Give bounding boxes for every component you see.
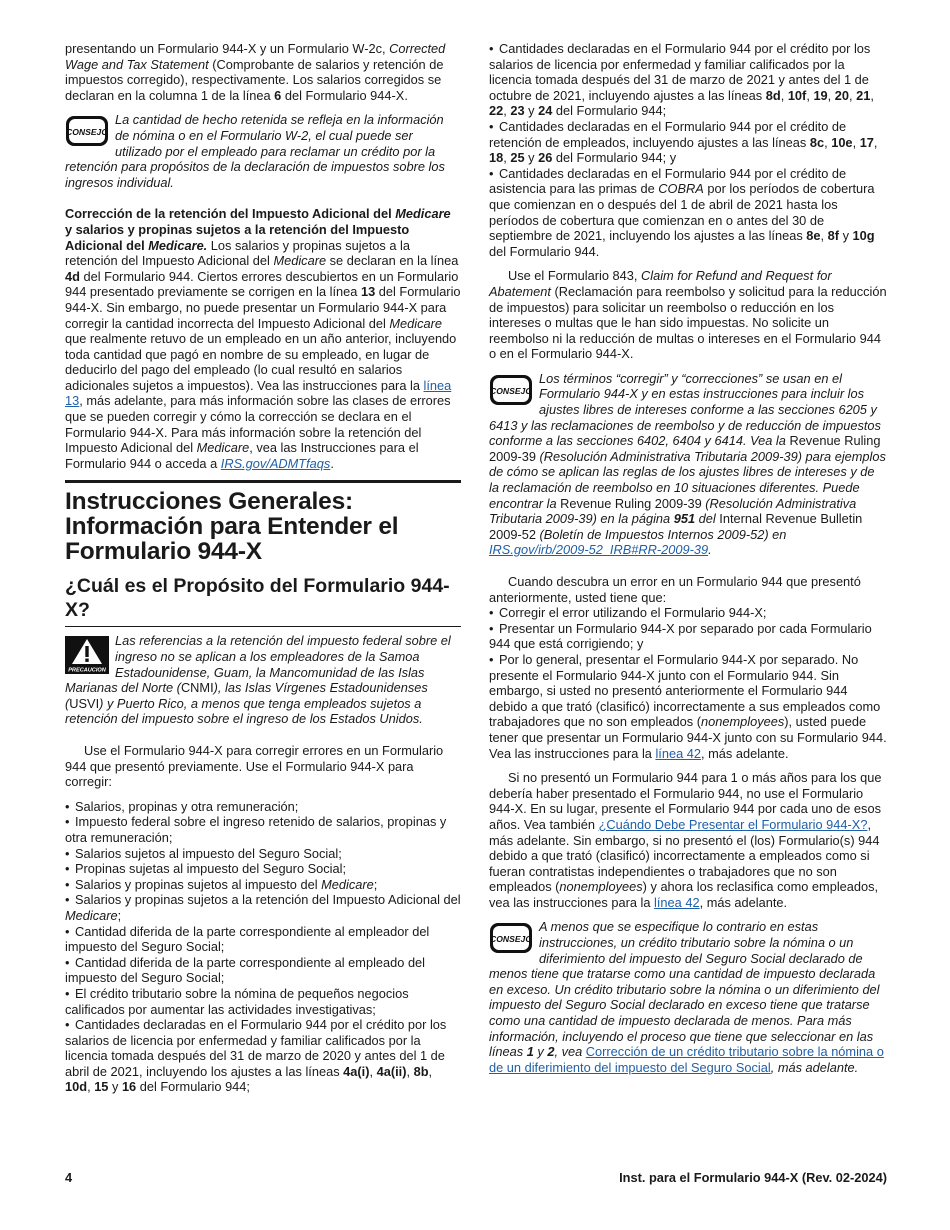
list-item: • Cantidades declaradas en el Formulario 944 por el crédito de asistencia para las primas de COBRA por los períodos de cobertura que comienzan en o después del 1 de abril de 2021 hasta los períodos de cobertura que comienzan en o antes del 30 de septiembre de 2021, incluyendo los ajustes a las líneas 8e, 8f y 10g del Formulario 944. — [489, 166, 887, 260]
list-item: • Cantidades declaradas en el Formulario 944 por el crédito de retención de empleados, incluyendo ajustes a las líneas 8c, 10e, 17, 18, 25 y 26 del Formulario 944; y — [489, 119, 887, 166]
tip-box-withholding: CONSEJO La cantidad de hecho retenida se refleja en la información de nómina o en el Formulario W-2, el cual puede ser utilizado por el empleado para reclamar un crédito por la retención para propósitos de la declaración de impuestos sobre los ingresos individual. — [65, 112, 445, 190]
list-item: • Impuesto federal sobre el ingreso retenido de salarios, propinas y otra remuneración; — [65, 814, 461, 845]
list-item: • Propinas sujetas al impuesto del Seguro Social; — [65, 861, 461, 877]
link-linea-42[interactable]: línea 42 — [655, 745, 701, 761]
svg-text:CONSEJO: CONSEJO — [489, 934, 533, 945]
paragraph-use-944x: Use el Formulario 944-X para corregir errores en un Formulario 944 que presentó previamente. Use el Formulario 944-X para corregir: — [65, 743, 444, 790]
subsection-heading-purpose: ¿Cuál es el Propósito del Formulario 944-X? — [65, 574, 461, 627]
paragraph-w2c: presentando un Formulario 944-X y un Formulario W-2c, Corrected Wage and Tax Statement (Comprobante de salarios y retención de impuestos corregido), respectivamente. Los salarios corregidos se declaran en la columna 1 de la línea 6 del Formulario 944-X. — [65, 41, 446, 103]
paragraph-discover-error: Cuando descubra un error en un Formulario 944 que presentó anteriormente, usted tiene que: — [489, 574, 861, 605]
error-steps-list — [489, 605, 887, 761]
list-item: • El crédito tributario sobre la nómina de pequeños negocios calificados por aumentar las actividades investigativas; — [65, 986, 461, 1017]
link-irb-2009-52[interactable]: IRS.gov/irb/2009-52_IRB#RR-2009-39 — [489, 542, 709, 558]
list-item: • Salarios y propinas sujetos a la retención del Impuesto Adicional del Medicare; — [65, 892, 461, 923]
link-linea-13[interactable]: línea 13 — [65, 377, 452, 409]
paragraph-not-filed: Si no presentó un Formulario 944 para 1 o más años para los que debería haber presentado el Formulario 944, no use el Formulario 944-X. En su lugar, presente el Formulario 944 por cada uno de esos años. Vea también ¿Cuándo Debe Presentar el Formulario 944-X?, más adelante. Sin embargo, si no presentó el (los) Formulario(s) 944 debido a que trató (clasificó) incorrectamente a empleados como si fueran contratistas independientes o trabajadores que no son empleados (nonemployees) y ahora los reclasifica como empleados, vea las instrucciones para la línea 42, más adelante. — [489, 770, 882, 910]
svg-text:CONSEJO: CONSEJO — [65, 127, 109, 138]
list-item: • Salarios, propinas y otra remuneración; — [65, 799, 461, 815]
list-item: • Por lo general, presentar el Formulario 944-X por separado. No presente el Formulario 944-X junto con el Formulario 944. Sin embargo, si usted no presentó anteriormente el Formulario 944 debido a que trató (clasificó) incorrectamente a sus empleados como trabajadores que no son empleados (nonemployees), usted puede tener que presentar un Formulario 944-X junto con su Formulario 944. Vea las instrucciones para la línea 42, más adelante. — [489, 652, 887, 761]
paragraph-form-843: Use el Formulario 843, Claim for Refund and Request for Abatement (Reclamación para reembolso y solicitud para la reducción de impuestos) para solicitar un reembolso o reducción en los intereses o multas que le han sido impuestas. No solicite un reembolso ni la reducción de multas o intereses en el Formulario 944 o en el Formulario 944-X. — [489, 268, 887, 362]
list-item: • Corregir el error utilizando el Formulario 944-X; — [489, 605, 887, 621]
section-heading-general-instructions: Instrucciones Generales: Información para Entender el Formulario 944-X — [65, 480, 461, 564]
list-item: • Cantidades declaradas en el Formulario 944 por el crédito por los salarios de licencia por enfermedad y familiar calificados por la licencia tomada después del 31 de marzo de 2020 y antes del 1 de abril de 2021, incluyendo los ajustes a las líneas 4a(i), 4a(ii), 8b, 10d, 15 y 16 del Formulario 944; — [65, 1017, 461, 1095]
list-item: • Cantidad diferida de la parte correspondiente al empleador del impuesto del Seguro Social; — [65, 924, 461, 955]
caution-box-territories: PRECAUCION Las referencias a la retención del impuesto federal sobre el ingreso no se aplican a los empleadores de la Samoa Estadounidense, Guam, la Mancomunidad de las Islas Marianas del Norte (CNMI), las Islas Vírgenes Estadounidenses (USVI) y Puerto Rico, a menos que tenga empleados sujetos a retención del impuesto sobre el ingreso de los Estados Unidos. — [65, 633, 451, 727]
tip-box-corrections-terms: CONSEJO Los términos “corregir” y “correcciones” se usan en el Formulario 944-X y en estas instrucciones para incluir los ajustes libres de intereses conforme a las secciones 6205 y 6413 y las reclamaciones de reembolso y de reducción de impuestos conforme a las secciones 6402, 6404 y 6414. Vea la Revenue Ruling 2009-39 (Resolución Administrativa Tributaria 2009-39) para ejemplos de cómo se aplican las reglas de los ajustes libres de intereses y de la reclamación de reembolso en 10 situaciones diferentes. Puede encontrar la Revenue Ruling 2009-39 (Resolución Administrativa Tributaria 2009-39) en la página 951 del Internal Revenue Bulletin 2009-52 (Boletín de Impuestos Internos 2009-52) en IRS.gov/irb/2009-52_IRB#RR-2009-39. — [489, 370, 886, 558]
svg-text:CONSEJO: CONSEJO — [489, 385, 533, 396]
consejo-tip-icon — [489, 922, 533, 954]
link-when-to-file[interactable]: ¿Cuándo Debe Presentar el Formulario 944-X? — [598, 816, 868, 832]
list-item: • Presentar un Formulario 944-X por separado por cada Formulario 944 que está corrigiendo; y — [489, 621, 887, 652]
list-item: • Salarios y propinas sujetos al impuesto del Medicare; — [65, 877, 461, 893]
consejo-tip-icon — [489, 374, 533, 406]
list-item: • Cantidad diferida de la parte correspondiente al empleado del impuesto del Seguro Social; — [65, 955, 461, 986]
form-reference: Inst. para el Formulario 944-X (Rev. 02-2024) — [619, 1170, 887, 1185]
right-column — [489, 41, 887, 1091]
precaucion-warning-icon — [65, 636, 109, 674]
list-item: • Cantidades declaradas en el Formulario 944 por el crédito por los salarios de licencia por enfermedad y familiar calificados por la licencia tomada después del 31 de marzo de 2021 y antes del 1 de octubre de 2021, incluyendo ajustes a las líneas 8d, 10f, 19, 20, 21, 22, 23 y 24 del Formulario 944; — [489, 41, 887, 119]
link-irs-admtfaqs[interactable]: IRS.gov/ADMTfaqs — [220, 455, 331, 471]
page-number: 4 — [65, 1170, 73, 1185]
credit-list — [489, 41, 887, 259]
left-column — [65, 41, 461, 1104]
consejo-tip-icon — [65, 115, 109, 147]
list-item: • Salarios sujetos al impuesto del Seguro Social; — [65, 846, 461, 862]
svg-text:PRECAUCION: PRECAUCION — [68, 667, 106, 674]
link-payroll-credit-correction[interactable]: Corrección de un crédito tributario sobre la nómina o de un diferimiento del impuesto del Seguro Social — [489, 1044, 884, 1075]
paragraph-additional-medicare: Corrección de la retención del Impuesto Adicional del Medicare y salarios y propinas sujetos a la retención del Impuesto Adicional del Medicare. Los salarios y propinas sujetos a la retención del Impuesto Adicional del Medicare se declaran en la línea 4d del Formulario 944. Ciertos errores descubiertos en un Formulario 944 presentado previamente se corrigen en la línea 13 del Formulario 944-X. Sin embargo, no puede presentar un Formulario 944-X para corregir la cantidad incorrecta del Impuesto Adicional del Medicare que realmente retuvo de un empleado en un año anterior, incluyendo toda cantidad que pagó en nombre de su empleado, en lugar de deducirlo del pago del empleado (lo cual resultó en salarios adicionales sujetos a impuestos). Vea las instrucciones para la línea 13, más adelante, para más información sobre las clases de errores que se pueden corregir y cómo la corrección se declara en el Formulario 944-X. Para más información sobre la retención del Impuesto Adicional del Medicare, vea las Instrucciones para el Formulario 944 o acceda a IRS.gov/ADMTfaqs. — [65, 206, 461, 471]
link-linea-42[interactable]: línea 42 — [654, 894, 700, 910]
tip-box-payroll-credit: CONSEJO A menos que se especifique lo contrario en estas instrucciones, un crédito tributario sobre la nómina o un diferimiento del impuesto del Seguro Social declarado de menos tiene que tratarse como una cantidad de impuesto declarada en exceso. Un crédito tributario sobre la nómina o un diferimiento del impuesto del Seguro Social declarado en exceso tiene que tratarse como una cantidad de impuesto declarada de menos. Para más información, incluyendo el proceso que tiene que seleccionar en las líneas 1 y 2, vea Corrección de un crédito tributario sobre la nómina o de un diferimiento del impuesto del Seguro Social, más adelante. — [489, 919, 884, 1075]
correction-list — [65, 799, 461, 1095]
